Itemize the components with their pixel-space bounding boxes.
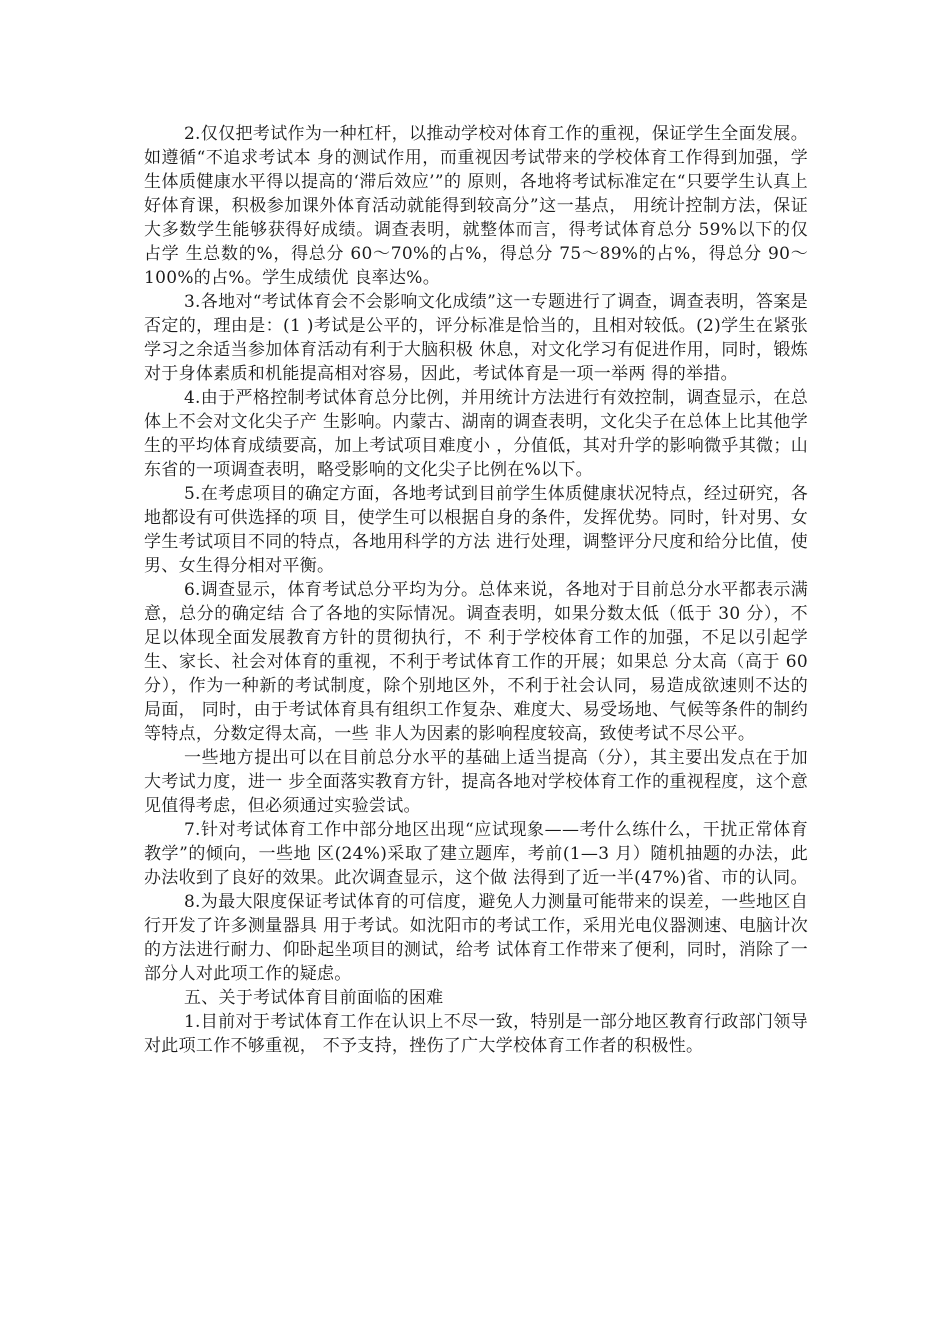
paragraph-total-score: 6.调查显示，体育考试总分平均为分。总体来说，各地对于目前总分水平都表示满意，总分的确定结 合了各地的实际情况。调查表明，如果分数太低（低于 30 分），不足以体现全面发展教育方针的贯彻执行，不 利于学校体育工作的加强，不足以引起学生、家长、社会对体育的重视，不利于考试体育工作的开展；如果总 分太高（高于 60 分），作为一种新的考试制度，除个别地区外，不利于社会认同，易造成欲速则不达的局面， 同时，由于考试体育具有组织工作复杂、难度大、易受场地、气候等条件的制约等特点，分数定得太高，一些 非人为因素的影响程度较高，致使考试不尽公平。 <box>144 580 808 744</box>
document-body <box>144 122 808 1058</box>
section-heading: 五、关于考试体育目前面临的困难 <box>183 988 444 1008</box>
paragraph-question-bank: 7.针对考试体育工作中部分地区出现“应试现象——考什么练什么，干扰正常体育教学”的倾向，一些地 区(24%)采取了建立题库，考前(1—3 月）随机抽题的办法，此办法收到了良好的效果。此次调查显示，这个做 法得到了近一半(47%)省、市的认同。 <box>144 820 808 888</box>
paragraph-difficulties-1: 1.目前对于考试体育工作在认识上不尽一致，特别是一部分地区教育行政部门领导对此项工作不够重视， 不予支持，挫伤了广大学校体育工作者的积极性。 <box>144 1012 808 1056</box>
paragraph-top-students: 4.由于严格控制考试体育总分比例，并用统计方法进行有效控制，调查显示，在总体上不会对文化尖子产 生影响。内蒙古、湖南的调查表明，文化尖子在总体上比其他学生的平均体育成绩要高，加上考试项目难度小 ，分值低，其对升学的影响微乎其微；山东省的一项调查表明，略受影响的文化尖子比例在%以下。 <box>144 388 808 480</box>
paragraph-cultural-scores: 3.各地对“考试体育会不会影响文化成绩”这一专题进行了调查，调查表明，答案是否定的，理由是：(1 )考试是公平的，评分标准是恰当的，且相对较低。(2)学生在紧张学习之余适当参加体育活动有利于大脑积极 休息，对文化学习有促进作用，同时，锻炼对于身体素质和机能提高相对容易，因此，考试体育是一项一举两 得的举措。 <box>144 292 808 384</box>
paragraph-raise-score: 一些地方提出可以在目前总分水平的基础上适当提高（分），其主要出发点在于加大考试力度，进一 步全面落实教育方针，提高各地对学校体育工作的重视程度，这个意见值得考虑，但必须通过实验尝试。 <box>144 748 808 816</box>
paragraph-measuring-devices: 8.为最大限度保证考试体育的可信度，避免人力测量可能带来的误差，一些地区自行开发了许多测量器具 用于考试。如沈阳市的考试工作，采用光电仪器测速、电脑计次的方法进行耐力、仰卧起坐项目的测试，给考 试体育工作带来了便利，同时，消除了一部分人对此项工作的疑虑。 <box>144 892 808 984</box>
paragraph-exam-as-lever: 2.仅仅把考试作为一种杠杆，以推动学校对体育工作的重视，保证学生全面发展。如遵循“不追求考试本 身的测试作用，而重视因考试带来的学校体育工作得到加强，学生体质健康水平得以提高的‘滞后效应’”的 原则，各地将考试标准定在“只要学生认真上好体育课，积极参加课外体育活动就能得到较高分”这一基点， 用统计控制方法，保证大多数学生能够获得好成绩。调查表明，就整体而言，得考试体育总分 59%以下的仅占学 生总数的%，得总分 60～70%的占%，得总分 75～89%的占%，得总分 90～100%的占%。学生成绩优 良率达%。 <box>144 124 808 288</box>
paragraph-item-selection: 5.在考虑项目的确定方面，各地考试到目前学生体质健康状况特点，经过研究，各地都设有可供选择的项 目，使学生可以根据自身的条件，发挥优势。同时，针对男、女学生考试项目不同的特点，各地用科学的方法 进行处理，调整评分尺度和给分比值，使男、女生得分相对平衡。 <box>144 484 808 576</box>
